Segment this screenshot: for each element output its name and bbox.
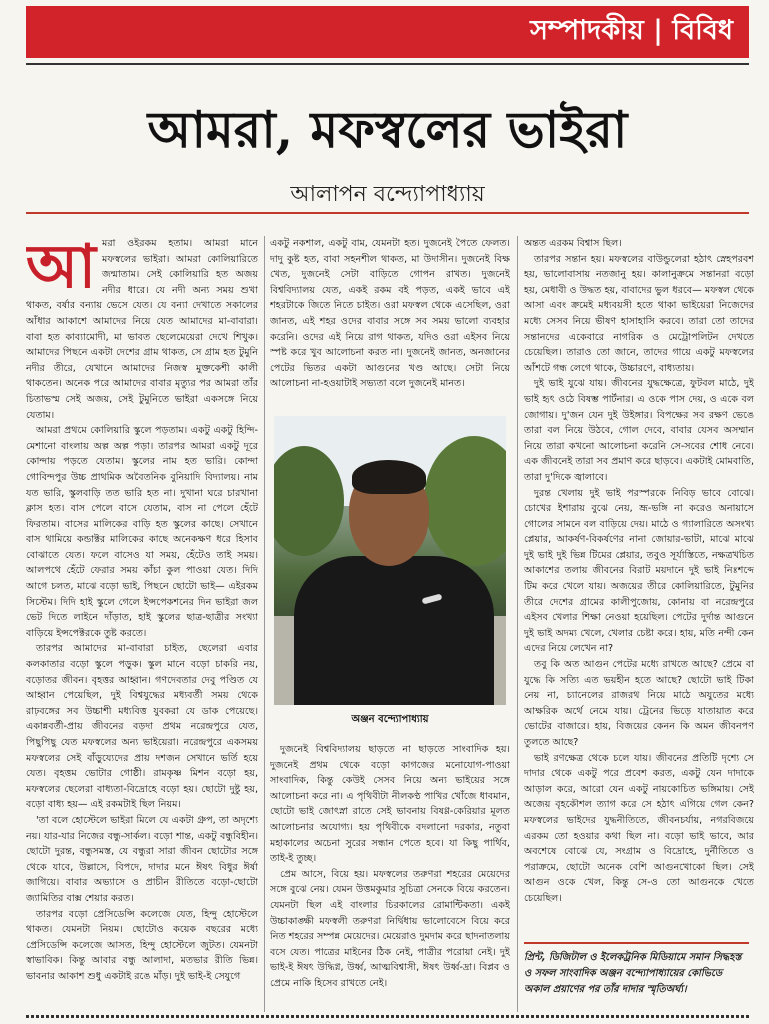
dropcap: আ — [26, 236, 96, 302]
photo-shirt — [294, 556, 494, 705]
bottom-rule — [26, 1015, 749, 1018]
paragraph: ভাই রণক্ষেত্র থেকে চলে যায়। জীবনের প্রতিটি দৃশ্যে সে দাদার থেকে একটু পরে প্রবেশ করত, একটু যেন দাদাকে আড়াল করে, আরো যেন একটু নায়কোচিত ভঙ্গিমায়। সেই অজেয় বৃহকৌশল ত্যাগ করে সে হঠাৎ এগিয়ে গেল কেন? মফস্বলের ভাইদের যুদ্ধনীতিতে, জীবনচর্যায়, নগরবিজয়ে এরকম তো হওয়ার কথা ছিল না। বড়ো ভাই ভাবে, আর অবশেষে বোঝে যে, সংগ্রাম ও বিদ্রোহে, দুর্নীতিতে ও পরাক্রমে, ছোটো অনেক বেশি আগুনখোকো ছিল। সেই আগুন ওকে খেল, কিন্তু সে-ও তো আগুনকে খেতে চেয়েছিল। — [524, 752, 754, 904]
paragraph: তারপর বড়ো প্রেসিডেন্সি কলেজে যেত, হিন্দু হোস্টেলে থাকত। যেমনটা নিয়ম। ছোটোও কয়েক বছরের মধ্যে প্রেসিডেন্সি কলেজে আসত, হিন্দু হোস্টেলে জুটত। যেমনটা স্বাভাবিক। কিন্তু আবার বন্ধু আলাদা, মতভার রীতি ভিন্ন। ভাবনার আকাশ শুধু একটাই রঙে মাঁড়। দুই ভাই-ই সেযুগে — [26, 908, 258, 982]
paragraph: 'তা বলে হোস্টেলে ভাইরা মিলে যে একটা গ্রুপ, তা অদৃশ্যে নয়। যার-যার নিজের বন্ধু-সার্কল। বড়ো শান্ত, একটু বন্ধুবিহীন। ছোটো দুরন্ত, বন্ধুসমস্ত, যে বন্ধুরা সারা জীবন ছোটোর সঙ্গে থেকে যাবে, উল্লাসে, বিপদে, দাদার মনে ঈষৎ বিধুর ঈর্ষা জাগিয়ে। বাবার অভ্যাসে ও প্রাচীন রীতিতে বড়ো-ছোটো জ্যামিতির বাক্স শেয়ার করত। — [26, 814, 258, 904]
paragraph: দুরন্ত খেলায় দুই ভাই পরস্পরকে নিবিড় ভাবে বোঝে। চোখের ইশারায় বুঝে নেয়, ভ্রূ-ভঙ্গি না করেও অনায়াসে গোলের সামনে বল বাড়িয়ে দেয়। মাঠে ও গ্যালারিতে অসংখ্য প্লেয়ার, আকর্ষণ-বিকর্ষণের নানা জোয়ার-ভাটা, মাঝে মাঝে দুই ভাই দুই ভিন্ন টিমের প্লেয়ার, তবুও সূর্যাস্তিতে, নক্ষত্রখচিত আকাশের তলায় জীবনের বিরাট ময়দানে দুই ভাই নিঃশব্দে টিম করে খেলে যায়। অজয়ের তীরে কোলিয়ারিতে, টুমুনির তীরে দেশের গ্রামের কালীপুজোয়, কোনায় বা নরেন্দ্রপুরে এইসব খেলার শিক্ষা নেওয়া হয়েছিল। পেটের দুর্দান্ত আগুনে দুই ভাই অদম্য খেলে, খেলার চেষ্টা করে। হায়, মতি নন্দী কেন এদের নিয়ে লেখেন না? — [524, 487, 754, 655]
column-3 — [524, 236, 754, 936]
footnote: প্রিন্ট, ডিজিটাল ও ইলেকট্রনিক মিডিয়ামে সমান সিদ্ধহস্ত ও সফল সাংবাদিক অঞ্জন বন্দ্যোপাধ্যায়ের কোভিডে অকাল প্রয়াণের পর তাঁর দাদার স্মৃতিঅর্ঘ্য। — [524, 942, 749, 998]
top-rule — [26, 63, 749, 65]
column-2-top — [270, 236, 510, 412]
paragraph: অন্তত এরকম বিশ্বাস ছিল। — [524, 238, 622, 249]
photo-caption: অঞ্জন বন্দ্যোপাধ্যায় — [351, 714, 429, 725]
paragraph: দুই ভাই যুঝে যায়। জীবনের যুদ্ধক্ষেত্রে, ফুটবল মাঠে, দুই ভাই হৃৎ ওঠে বিষম্ভ পার্টনার। এ ওকে পাস দেয়, ও একে বল জোগায়। দু'জন যেন দুই উইঙ্গার। বিপক্ষের সব রক্ষণ ভেঙে তারা বল নিয়ে উঠবে, গোল দেবে, বাবার যেসব অসম্মান নিয়ে তারা কখনো আলোচনা করেনি সে-সবের শোধ নেবে। এক জীবনেই তারা সব প্রমাণ করে ছাড়বে। একটাই মোমবাতি, তারা দু'দিকে জ্বালাবে। — [524, 378, 754, 483]
paragraph: দুজনেই বিশ্ববিদ্যালয় ছাড়তে না ছাড়তে সাংবাদিক হয়। দুজনেই প্রথম থেকে বড়ো কাগজের মনোযোগ-পাওয়া সাংবাদিক, কিন্তু কেউই সেসব নিয়ে অন্য ভাইয়ের সঙ্গে আলোচনা করে না। এ পৃথিবীটা নীলকণ্ঠ পাখির খোঁজে ধাবমান, ছোটো ভাই জোৎস্না রাতে সেই ভাবনায় বিষণ্ণ-কেরিয়ার মূলত আলোচনার অযোগ্য। হয় পৃথিবীকে বদলানো দরকার, নতুবা মহাকালের অচেনা সুরের সন্ধান পেতে হবে। যা কিছু পার্থিব, তাই-ই তুচ্ছ। — [270, 744, 510, 865]
column-divider — [517, 236, 518, 1012]
photo-hair — [352, 460, 426, 494]
column-2-bottom — [270, 742, 510, 1014]
paragraph: একটু নকশাল, একটু বাম, যেমনটা হত। দুজনেই পৈতে ফেলত। দাদু কুষ্ট হত, বাবা সহনশীল থাকত, মা উদাসীন। দুজনেই বিক্ষ খেত, দুজনেই সেটা বাড়িতে গোপন রাখত। দুজনেই বিশ্ববিদ্যালয় যেত, একই রকম বই পড়ত, একই ভাবে এই শহরটাকে জিতে নিতে চাইত। ওরা মফস্বল থেকে এসেছিল, ওরা জানত, এই শহর ওদের বাবার সঙ্গে সব সময় ভালো ব্যবহার করেনি। ওদের এই নিয়ে রাগ থাকত, যদিও ওরা এইসব নিয়ে স্পষ্ট করে খুব আলোচনা করত না। দুজনেই জানত, অনজানের পেটের ভিতর একটা আগুনের খণ্ড আছে। সেটা নিয়ে আলোচনা না-হওয়াটাই সভ্যতা বলে দুজনেই মানত। — [270, 238, 510, 390]
section-banner-text: সম্পাদকীয় | বিবিধ — [530, 14, 733, 46]
paragraph — [26, 236, 258, 423]
paragraph: আমরা প্রথমে কোলিয়ারি স্কুলে পড়তাম। একটু একটু হিন্দি-মেশানো বাংলায় অল্প অল্প পড়া। তারপর আমরা একটু দূরে কোন্দায় পড়তে যেতাম। স্কুলের নাম হত ভারি। কোন্দা গোবিন্দপুর উচ্চ প্রাথমিক অবৈতনিক বুনিয়াদি বিদ্যালয়। নাম যত ভারি, স্কুলবাড়ি তত ভারি হত না। দুখানা ঘরে চারখানা ক্লাস হত। বাস পেলে বাসে যেতাম, বাস না পেলে হেঁটে ফিরতাম। বাসের মালিকের বাড়ি হত স্কুলের কাছে। সেখানে বাস থামিয়ে কন্ডাক্টর মালিকের কাছে অনেকক্ষণ ধরে হিসাব বোঝাতে যেত। ফলে বাসেও যা সময়, হেঁটেও তাই সময়। আলপথে হেঁটে ফেরার সময় কাঁচা কুল পাওয়া যেত। দিদি আগে চলত, মাঝে বড়ো ভাই, পিছনে ছোটো ভাই— এইরকম সিস্টেম। দিদি হাই স্কুলে গেলে ইন্সপেকশনের দিন ভাইরা জল ভেট দিতে লাইনে দাঁড়াত, হাই স্কুলের ছাত্র-ছাত্রীর সংখ্যা বাড়িয়ে ইন্সপেক্টরকে তুষ্ট করতে। — [26, 425, 258, 639]
paragraph: তারপর সন্তান হয়। মফস্বলের বাউন্ডুলেরা হঠাৎ স্নেহপরবশ হয়, ভালোবাসায় নতজানু হয়। কালানুক্রমে সন্তানরা বড়ো হয়, মেধাবী ও উদ্ধত হয়, বাবাদের ভুল ধরবে— মফস্বল থেকে আসা এবং ক্রমেই মধ্যবয়সী হতে থাকা ভাইয়েরা নিজেদের মধ্যে সেসব নিয়ে ভীষণ হাসাহাসি করবে। তারা তো তাদের সন্তানদের একেবারে নাগরিক ও মেট্রোপলিটন দেখতে চেয়েছিল। তারাও তো জানে, তাদের গায়ে একটু মফস্বলের আঁশটে গন্ধ লেগে থাকে, উচ্চারণে, বাধ্যতায়। — [524, 253, 754, 374]
headline-rule — [26, 212, 749, 214]
portrait-photo — [274, 416, 506, 705]
column-divider — [264, 236, 265, 1012]
headline: আমরা, মফস্বলের ভাইরা — [147, 100, 628, 159]
paragraph-text: মরা ওইরকম হতাম। আমরা মানে মফস্বলের ভাইরা। আমরা কোলিয়ারিতে জন্মাতাম। সেই কোলিয়ারি হত অজয় নদীর ধারে। যে নদী অন্য সময় শুখা থাকত, বর্ষার বন্যায় ভেসে যেত। যে বন্যা দেখাতে সকালের আঁধার আকাশে আমাদের নিয়ে যেত আমাদের মা-বাবারা। বাবা হত কাব্যামোদী, মা ভাবত ছেলেমেয়েরা দেখে শিখুক। আমাদের পিছনে একটা দেশের গ্রাম থাকত, সে গ্রাম হত টুমুনি নদীর তীরে, যেখানে আমাদের নিজস্ব মুক্তকেশী কালী থাকতেন। অনেক পরে আমাদের বাবার মৃত্যুর পর আমরা তাঁর চিতাভস্ম সেই অজয়, সেই টুমুনিতে ভাইরা একসঙ্গে নিয়ে যেতাম। — [26, 238, 258, 421]
paragraph: তবু কি অত আগুন পেটের মধ্যে রাখতে আছে? প্রেমে বা যুদ্ধে কি সত্যি এত ভয়হীন হতে আছে? ছোটো ভাই টিকা নেয় না, চ্যানেলের রাজরথ নিয়ে মাঠে অযুতের মধ্যে আক্ষরিক অর্থে নেমে যায়। ট্রেনের ভিড়ে যাতায়াত করে ভোটের বাজারে। হায়, বিজয়ের কেনন কি অমন জীবনপণ তুলতে আছে? — [524, 659, 754, 748]
byline: আলাপন বন্দ্যোপাধ্যায় — [290, 182, 485, 207]
paragraph: তারপর আমাদের মা-বাবারা চাইত, ছেলেরা এবার কলকাতার বড়ো স্কুলে পড়ুক। স্কুল মানে বড়ো চাকরি নয়, বড়োতর জীবন। বৃহত্তর আহ্বান। গণদেবতার দেবু পণ্ডিত যে আহ্বান পেয়েছিল, দুই বিশ্বযুদ্ধের মধ্যবর্তী সময় থেকে রাঢ়বঙ্গের সব উচ্চাশী মধ্যবিত্ত যুবকরা যে ডাক পেয়েছে। একান্নবর্তী-প্রায় জীবনের বড়দা প্রথম নরেন্দ্রপুরে যেত, পিছুপিছু যেত মফস্বলের অন্য ভাইয়েরা। নরেন্দ্রপুরে একসময় মফস্বলের সেই বাঁড়ুয্যেদের প্রায় দশজন সেখানে ভর্তি হয়ে যেত। বৃহত্তম ভোটার গোষ্ঠী। রামকৃষ্ণ মিশন বড়ো হয়, মফস্বলের ছেলেরা বাধ্যতা-বিদ্রোহে বড়ো হয়। ছোটো দুষ্টু হয়, বড়ো বাধ্য হয়— এই রকমটাই ছিল নিয়ম। — [26, 643, 258, 811]
paragraph: প্রেম আসে, বিয়ে হয়। মফস্বলের তরুণরা শহরের মেয়েদের সঙ্গে বুঝে নেয়। যেমন উত্তমকুমার সুচিত্রা সেনকে বিয়ে করতেন। যেমনটা ছিল এই বাংলার চিরকালের রোমান্টিকতা। একই উচ্চাকাঙ্ক্ষী মফস্বলী তরুণরা নির্দ্বিধায় ভালোবেসে বিয়ে করে নিত শহরের সম্পন্ন মেয়েদের। মেয়েরাও দুমদাম করে ছাদনাতলায় বসে যেত। পাত্রের মাইনের ঠিক নেই, পাত্রীর পরোয়া নেই। দুই ভাই-ই ঈষৎ উদ্ধিগ্ন, উর্ধ্ব, আত্মবিশ্বাসী, ঈষৎ উর্ধ্ব-দ্রা। বিপ্লব ও প্রেমে নাকি হিসেব রাখতে নেই। — [270, 868, 510, 989]
section-banner — [26, 6, 749, 58]
column-1 — [26, 236, 258, 1016]
